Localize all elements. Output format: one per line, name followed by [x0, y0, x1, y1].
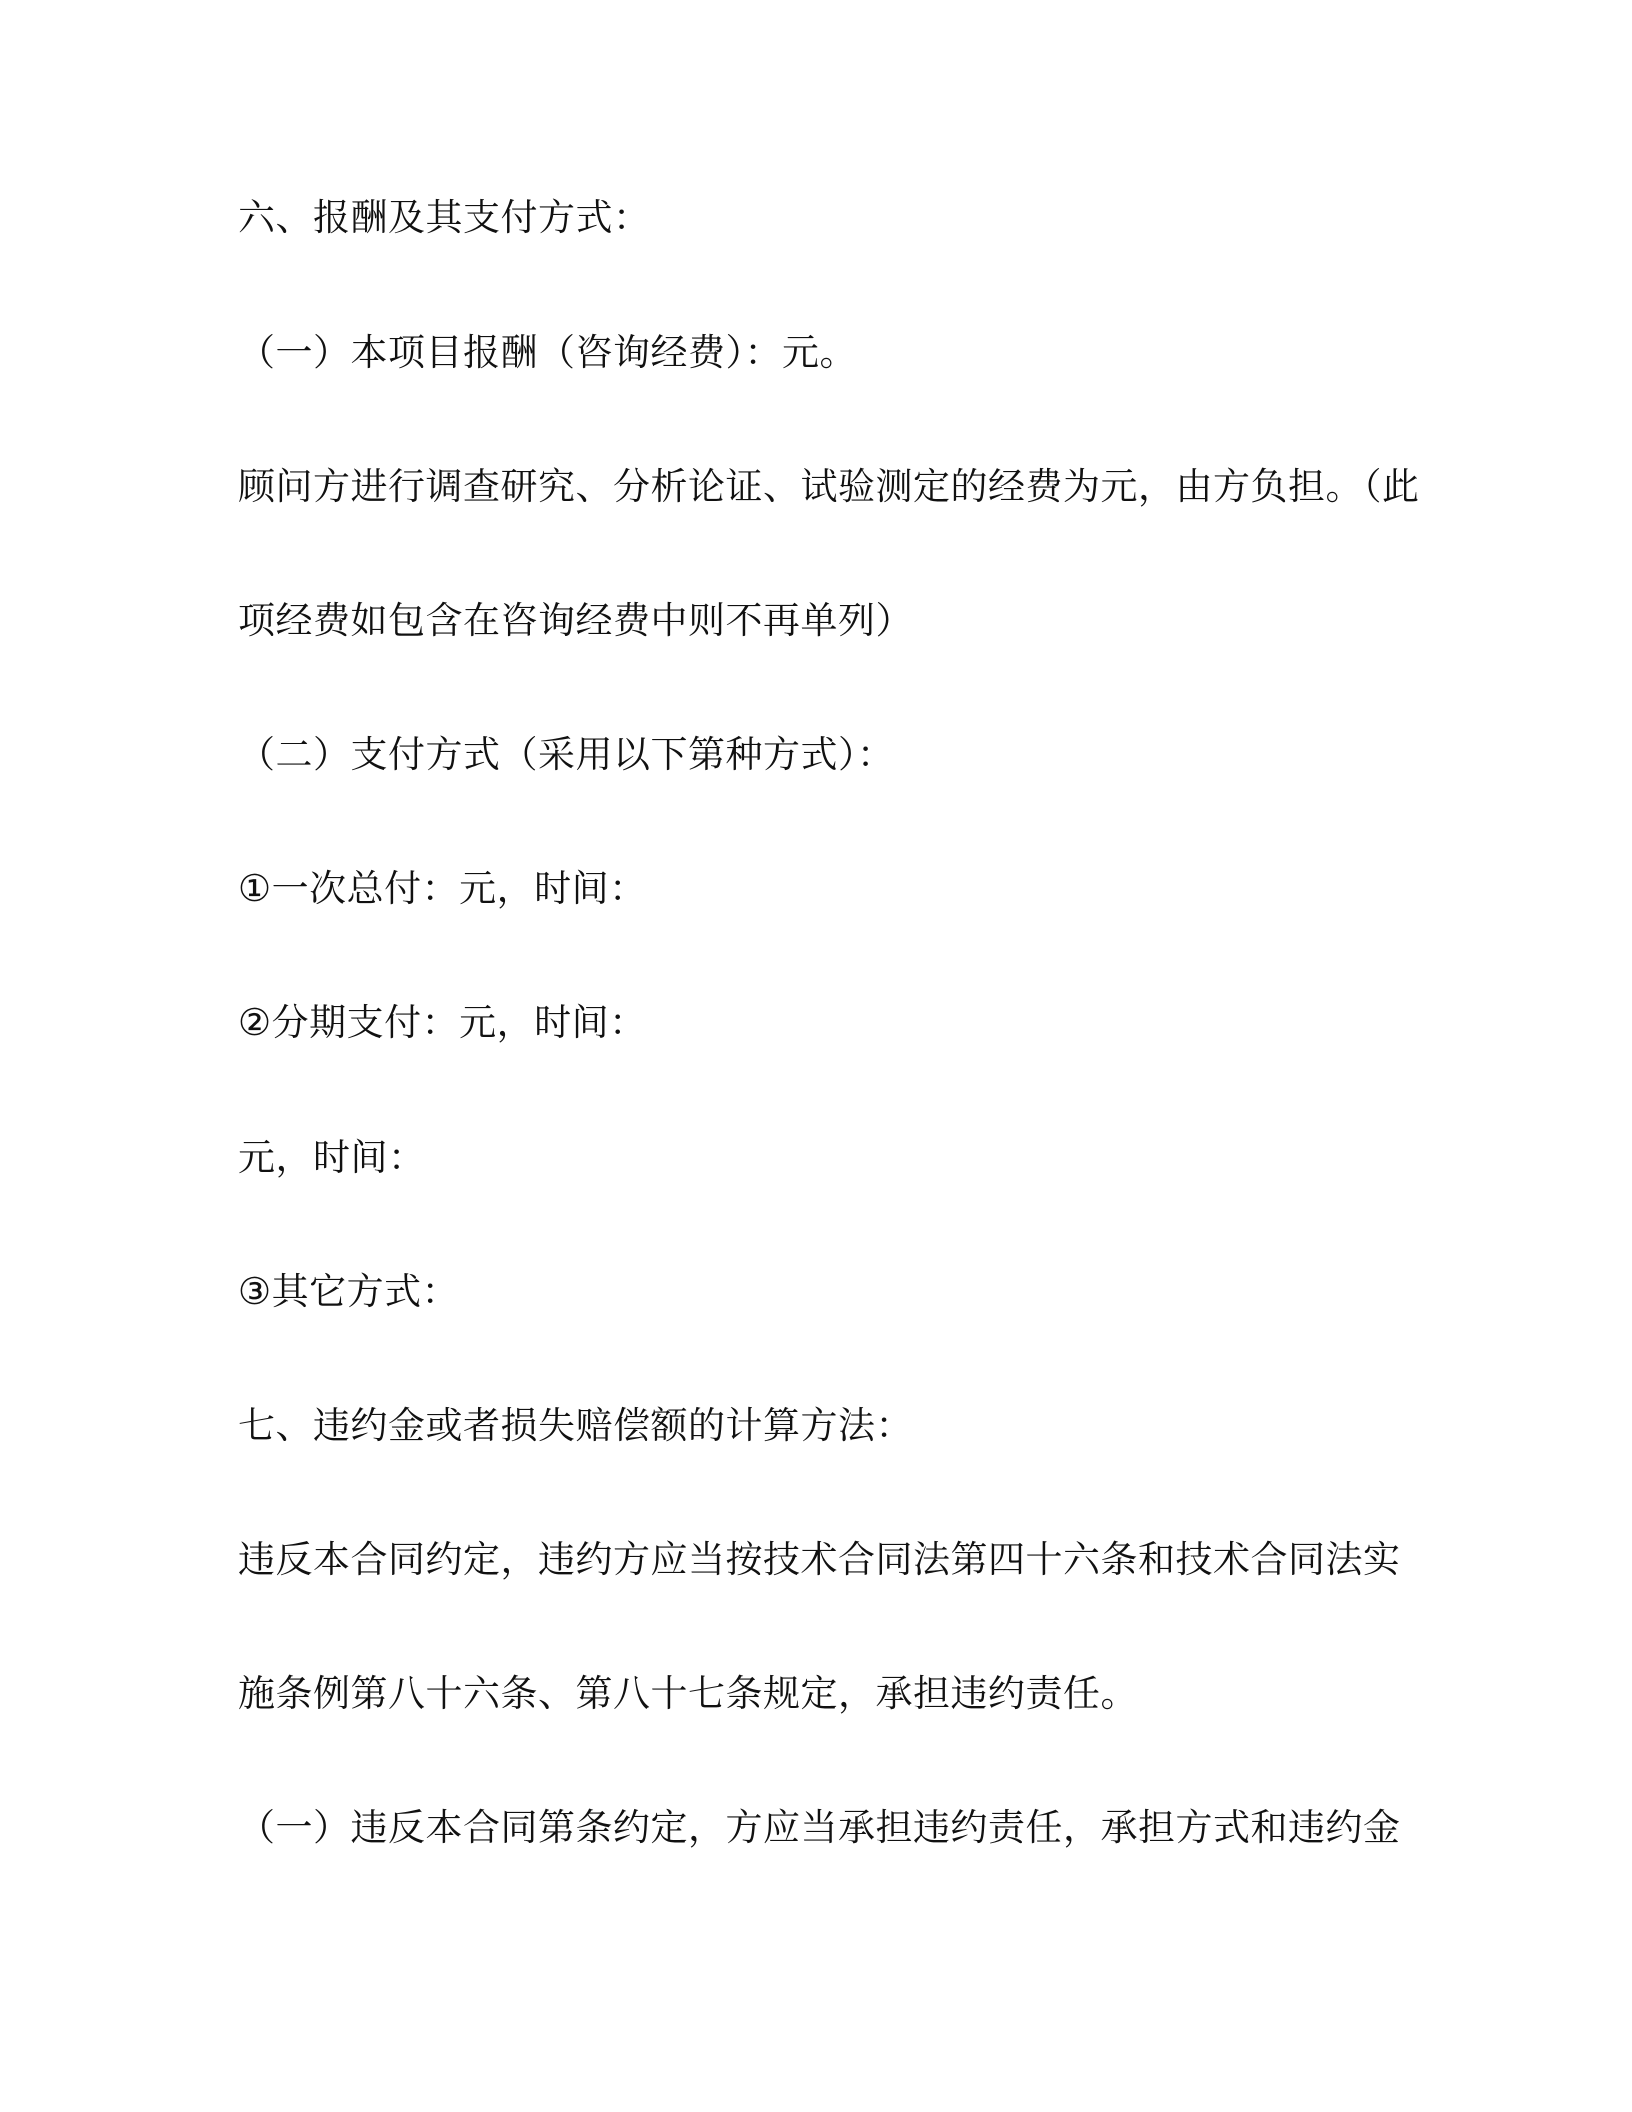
lump-sum-payment: ①一次总付：元，时间： — [238, 867, 647, 910]
payment-method-clause: （二）支付方式（采用以下第种方式）： — [238, 733, 895, 776]
research-fee-line-2: 项经费如包含在咨询经费中则不再单列） — [238, 599, 913, 642]
liability-paragraph-line-1: 违反本合同约定，违约方应当按技术合同法第四十六条和技术合同法实 — [238, 1538, 1401, 1581]
liability-paragraph-line-2: 施条例第八十六条、第八十七条规定，承担违约责任。 — [238, 1672, 1138, 1715]
remuneration-clause: （一）本项目报酬（咨询经费）：元。 — [238, 331, 857, 374]
other-payment-method: ③其它方式： — [238, 1270, 460, 1313]
breach-clause-1: （一）违反本合同第条约定，方应当承担违约责任，承担方式和违约金 — [238, 1806, 1401, 1849]
installment-payment: ②分期支付：元，时间： — [238, 1001, 647, 1044]
research-fee-line-1: 顾问方进行调查研究、分析论证、试验测定的经费为元，由方负担。（此 — [238, 465, 1420, 508]
installment-payment-continued: 元，时间： — [238, 1136, 426, 1179]
section-7-heading: 七、违约金或者损失赔偿额的计算方法： — [238, 1404, 913, 1447]
section-6-heading: 六、报酬及其支付方式： — [238, 196, 651, 239]
